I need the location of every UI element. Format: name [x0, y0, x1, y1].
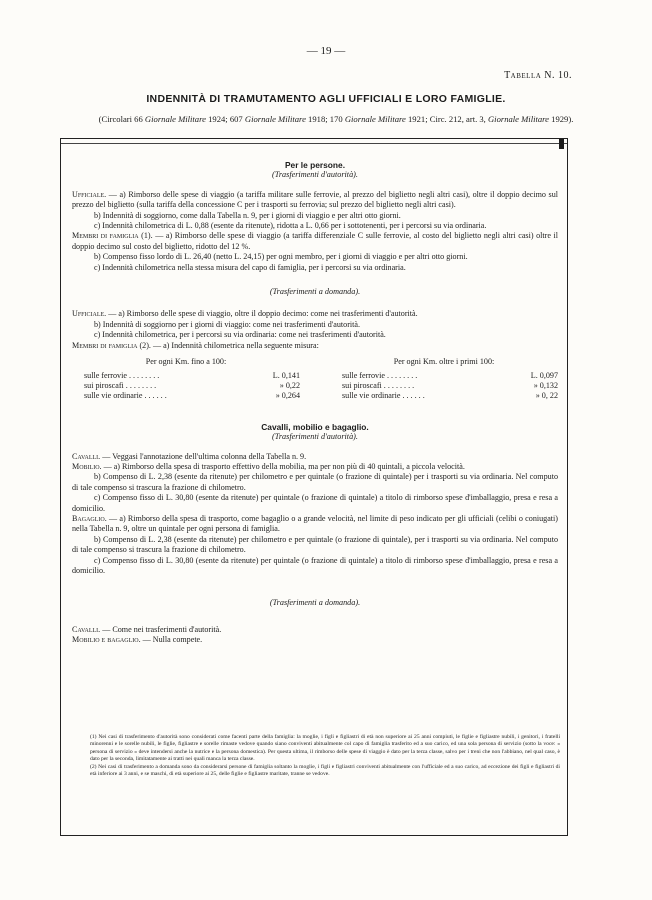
table-content	[72, 160, 558, 646]
ufficiale-a: Ufficiale. — a) Rimborso delle spese di viaggio (a tariffa militare sulle ferrovie, al prezzo del biglietto negli altri casi), oltre il doppio decimo sul prezzo del biglietto (sulla tariffa della concessione C per i trasporti su ferrovia; sul prezzo del biglietto negli altri casi).	[72, 189, 558, 210]
footnote-2: (2) Nei casi di trasferimento a domanda sono da considerarsi persone di famiglia soltanto la moglie, i figli e figliastri conviventi abitualmente con l'ufficiale ed a suo carico, ad eccezione dei figli e figliastri di età inferiore ai 3 anni, e se maschi, di età superiore ai 25, delle figlie e figliastre maritate, tranne se vedove.	[90, 763, 560, 778]
ufficiale-c: c) Indennità chilometrica di L. 0,88 (esente da ritenute), ridotta a L. 0,66 per i sottotenenti, per i percorsi su via ordinaria.	[94, 221, 487, 231]
ufficiale-b: b) Indennità di soggiorno, come dalla Tabella n. 9, per i giorni di viaggio e per altri otto giorni.	[94, 210, 401, 220]
footnotes	[90, 734, 560, 778]
document-title: INDENNITÀ DI TRAMUTAMENTO AGLI UFFICIALI E LORO FAMIGLIE.	[146, 93, 506, 105]
membri-c: c) Indennità chilometrica nella stessa misura del capo di famiglia, per i percorsi su via ordinaria.	[94, 262, 406, 272]
rate-row: sui piroscafi . . . . . . . . » 0,22	[84, 380, 300, 390]
rates-right-header: Per ogni Km. oltre i primi 100:	[393, 357, 495, 367]
subheading-autorita: (Trasferimenti d'autorità).	[272, 170, 358, 180]
subheading-domanda-2: (Trasferimenti a domanda).	[269, 598, 361, 608]
membri-b: b) Compenso fisso lordo di L. 26,40 (netto L. 24,15) per ogni membro, per i giorni di viaggio e per altri otto giorni.	[94, 252, 468, 262]
mobilio-c: c) Compenso fisso di L. 30,80 (esente da ritenute) per quintale (o frazione di quintale) a titolo di rimborso spese d'imballaggio, presa e resa a domicilio.	[72, 493, 558, 513]
ufficiale2-a: Ufficiale. — a) Rimborso delle spese di viaggio, oltre il doppio decimo: come nei trasferimenti d'autorità.	[72, 309, 418, 319]
cavalli-line: Cavalli. — Veggasi l'annotazione dell'ultima colonna della Tabella n. 9.	[72, 451, 307, 461]
table-label: Tabella N. 10.	[504, 70, 572, 81]
ufficiale2-c: c) Indennità chilometrica, per i percorsi su via ordinaria: come nei trasferimenti d'autorità.	[94, 330, 386, 340]
membri-a: Membri di famiglia (1). — a) Rimborso delle spese di viaggio (a tariffa differenziale C sulle ferrovie, al costo del biglietto negli altri casi) oltre il doppio decimo sul costo del biglietto, ridotto del 12 %.	[72, 231, 559, 251]
rates-left-header: Per ogni Km. fino a 100:	[145, 357, 227, 367]
rates-left	[72, 357, 300, 402]
cavalli2-line: Cavalli. — Come nei trasferimenti d'autorità.	[72, 624, 222, 634]
section-heading-cavalli: Cavalli, mobilio e bagaglio.	[261, 421, 369, 432]
rate-row: sulle vie ordinarie . . . . . . » 0, 22	[342, 391, 558, 401]
mobilio-b: b) Compenso di L. 2,38 (esente da ritenute) per chilometro e per quintale (o frazione di quintale) per i trasporti su via ordinaria. Nel computo di tale compenso si trascura la frazione di chilometro.	[72, 472, 558, 492]
rate-row: sulle vie ordinarie . . . . . . » 0,264	[84, 391, 300, 401]
bagaglio-b: b) Compenso di L. 2,38 (esente da ritenute) per chilometro e per quintale (o frazione di quintale), per i trasporti su via ordinaria. Nel computo di tale compenso si trascura la frazione di chilometro.	[72, 534, 558, 555]
subheading-domanda: (Trasferimenti a domanda).	[269, 287, 361, 297]
frame-inner-rule	[61, 143, 567, 144]
circolari-reference: (Circolari 66 Giornale Militare 1924; 607 Giornale Militare 1918; 170 Giornale Militare 1921; Circ. 212, art. 3, Giornale Militare 1929).	[98, 114, 574, 124]
footnote-1: (1) Nei casi di trasferimento d'autorità sono considerati come facenti parte della famiglia: la moglie, i figli e figliastri di età non superiore ai 25 anni compiuti, le figlie e figliastre nubili, i genitori, i fratelli minorenni e le sorelle nubili, le figlie, figliastre e sorelle rimaste vedove quando siano conviventi abitualmente col capo di famiglia trasferito ed a suo carico, ed una sola persona di servizio (sotto la voce: « persona di servizio » deve intendersi anche la nutrice e la persona domestica). Per questa ultima, il rimborso delle spese di viaggio è dato per la terza classe, salvo per i treni che non l'abbiano, nel qual caso, è dato per la seconda, limitatamente ai tratti nei quali manca la terza classe.	[90, 734, 560, 763]
rates-table	[72, 357, 558, 402]
rate-row: sui piroscafi . . . . . . . . » 0,132	[342, 380, 558, 390]
page-number: — 19 —	[306, 45, 346, 57]
rate-row: sulle ferrovie . . . . . . . . L. 0,141	[84, 370, 300, 380]
ufficiale2-b: b) Indennità di soggiorno per i giorni di viaggio: come nei trasferimenti d'autorità.	[94, 319, 361, 329]
subheading-autorita-2: (Trasferimenti d'autorità).	[272, 432, 358, 442]
frame-notch	[559, 139, 564, 149]
mobilio-a: Mobilio. — a) Rimborso della spesa di trasporto effettivo della mobilia, ma per non più di 40 quintali, a piccola velocità.	[72, 461, 465, 471]
mobilio-bagaglio2-line: Mobilio e bagaglio. — Nulla compete.	[72, 635, 203, 645]
rates-right	[330, 357, 558, 402]
membri2-a: Membri di famiglia (2). — a) Indennità chilometrica nella seguente misura:	[72, 340, 319, 350]
rate-row: sulle ferrovie . . . . . . . . L. 0,097	[342, 370, 558, 380]
bagaglio-c: c) Compenso fisso di L. 30,80 (esente da ritenute) per quintale (o frazione di quintale) a titolo di rimborso spese d'imballaggio, presa e resa a domicilio.	[72, 555, 558, 575]
bagaglio-a: Bagaglio. — a) Rimborso della spesa di trasporto, come bagaglio o a grande velocità, nel limite di peso indicato per gli ufficiali (celibi o coniugati) nella Tabella n. 9, oltre un quintale per ogni persona di famiglia.	[72, 513, 558, 534]
section-heading-persone: Per le persone.	[284, 160, 346, 170]
